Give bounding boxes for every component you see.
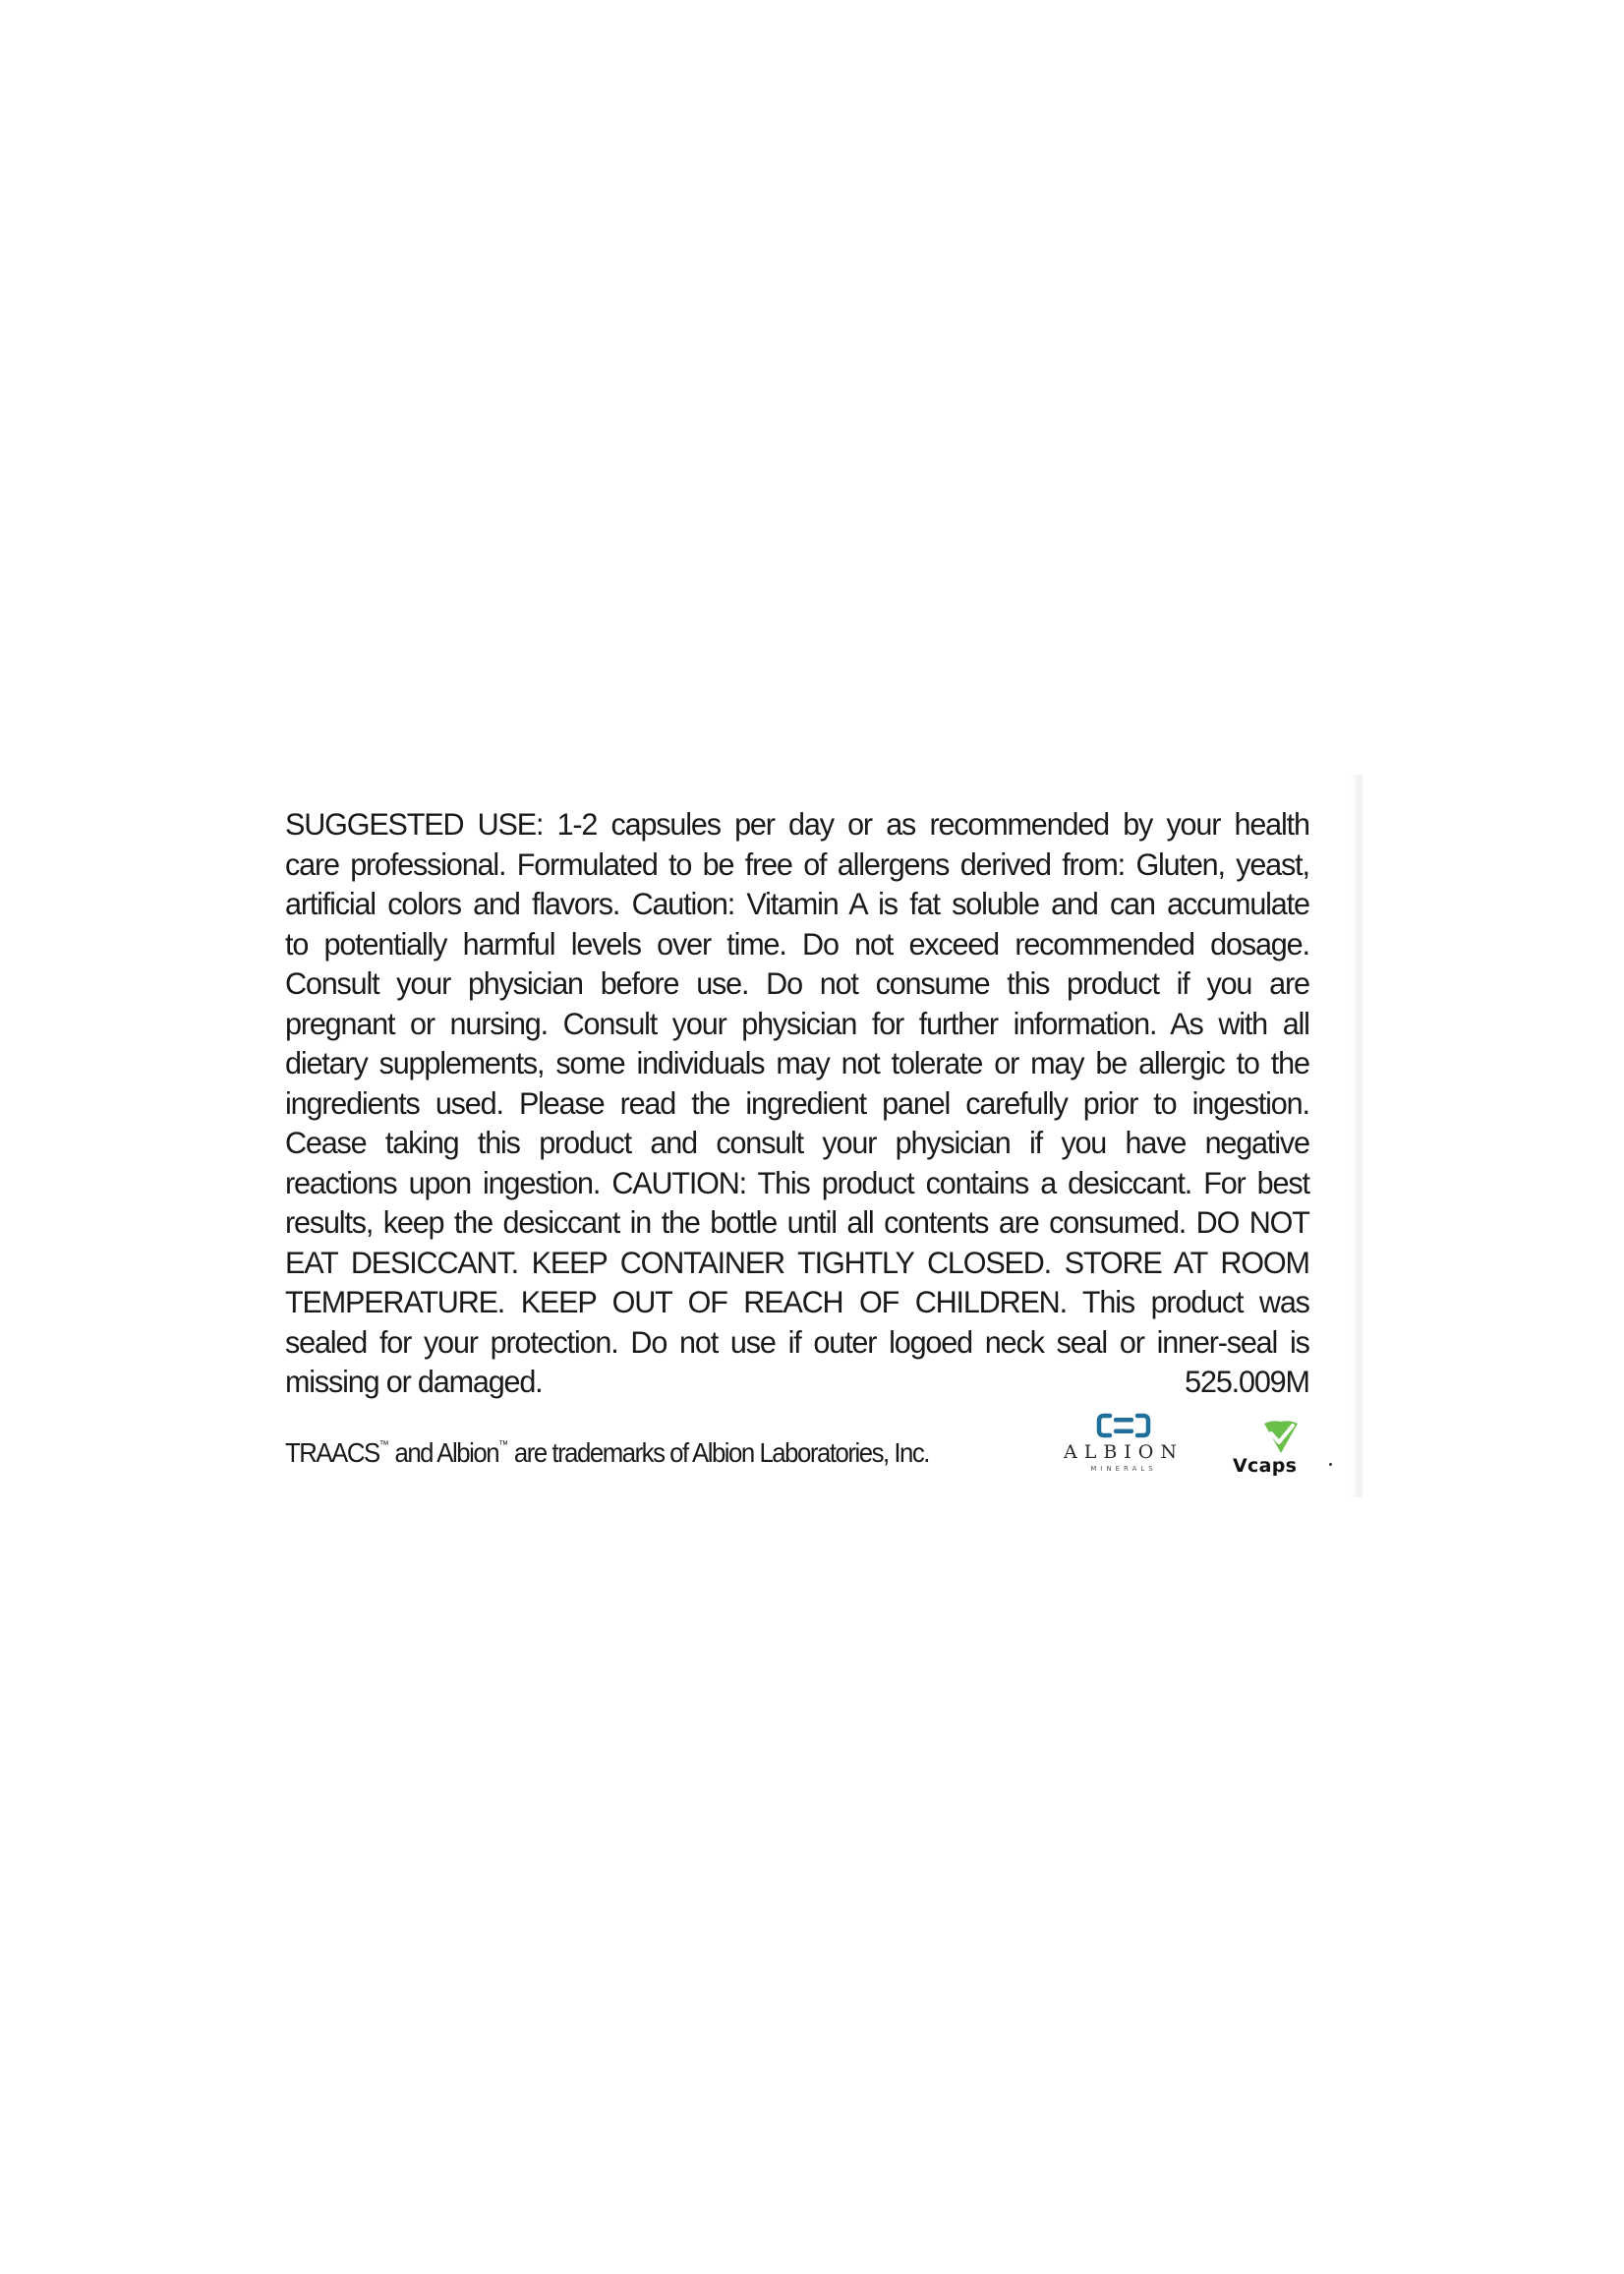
usage-line: sealed for your protection. Do not use if outer logoed neck seal or inner-seal is	[285, 1323, 1309, 1360]
albion-minerals-subtitle: MINERALS	[1090, 1465, 1157, 1473]
usage-line: care professional. Formulated to be free of allergens derived from: Gluten, yeast,	[285, 845, 1309, 882]
trademark-symbol: ™	[498, 1439, 509, 1451]
usage-line: reactions upon ingestion. CAUTION: This product contains a desiccant. For best	[285, 1164, 1309, 1200]
label-edge-shadow	[1352, 775, 1363, 1497]
vcaps-checkmark-icon	[1260, 1416, 1302, 1455]
vcaps-logo	[1229, 1416, 1337, 1485]
usage-last-line: missing or damaged.	[285, 1364, 543, 1399]
usage-line: to potentially harmful levels over time. Do not exceed recommended dosage.	[285, 925, 1309, 962]
usage-line: EAT DESICCANT. KEEP CONTAINER TIGHTLY CLOSED. STORE AT ROOM	[285, 1244, 1309, 1280]
usage-line: ingredients used. Please read the ingredient panel carefully prior to ingestion.	[285, 1084, 1309, 1121]
trademark-symbol: ™	[378, 1439, 389, 1451]
usage-line: pregnant or nursing. Consult your physician for further information. As with all	[285, 1005, 1309, 1041]
final-usage-row	[285, 1362, 1309, 1402]
product-code: 525.009M	[1185, 1364, 1309, 1399]
trademark-notice	[285, 1437, 929, 1469]
albion-minerals-logo	[1060, 1412, 1188, 1479]
vcaps-registered-mark	[1329, 1463, 1332, 1466]
usage-line: dietary supplements, some individuals may not tolerate or may be allergic to the	[285, 1045, 1309, 1080]
vcaps-wordmark: Vcaps	[1233, 1455, 1298, 1477]
usage-line: SUGGESTED USE: 1-2 capsules per day or as recommended by your health	[285, 806, 1309, 842]
usage-line: artificial colors and flavors. Caution: Vitamin A is fat soluble and can accumulate	[285, 886, 1309, 921]
usage-line: Cease taking this product and consult your physician if you have negative	[285, 1125, 1309, 1160]
usage-line: Consult your physician before use. Do not consume this product if you are	[285, 965, 1309, 1001]
albion-chain-icon	[1096, 1412, 1151, 1439]
trademark-owner: are trademarks of Albion Laboratories, Inc.	[508, 1437, 929, 1468]
suggested-use-text	[285, 804, 1309, 1362]
albion-wordmark: ALBION	[1063, 1441, 1184, 1463]
usage-line: TEMPERATURE. KEEP OUT OF REACH OF CHILDREN. This product was	[285, 1284, 1309, 1319]
trademark-traacs: TRAACS	[285, 1437, 379, 1468]
usage-line: results, keep the desiccant in the bottle until all contents are consumed. DO NOT	[285, 1204, 1309, 1240]
trademark-albion: and Albion	[388, 1437, 499, 1468]
